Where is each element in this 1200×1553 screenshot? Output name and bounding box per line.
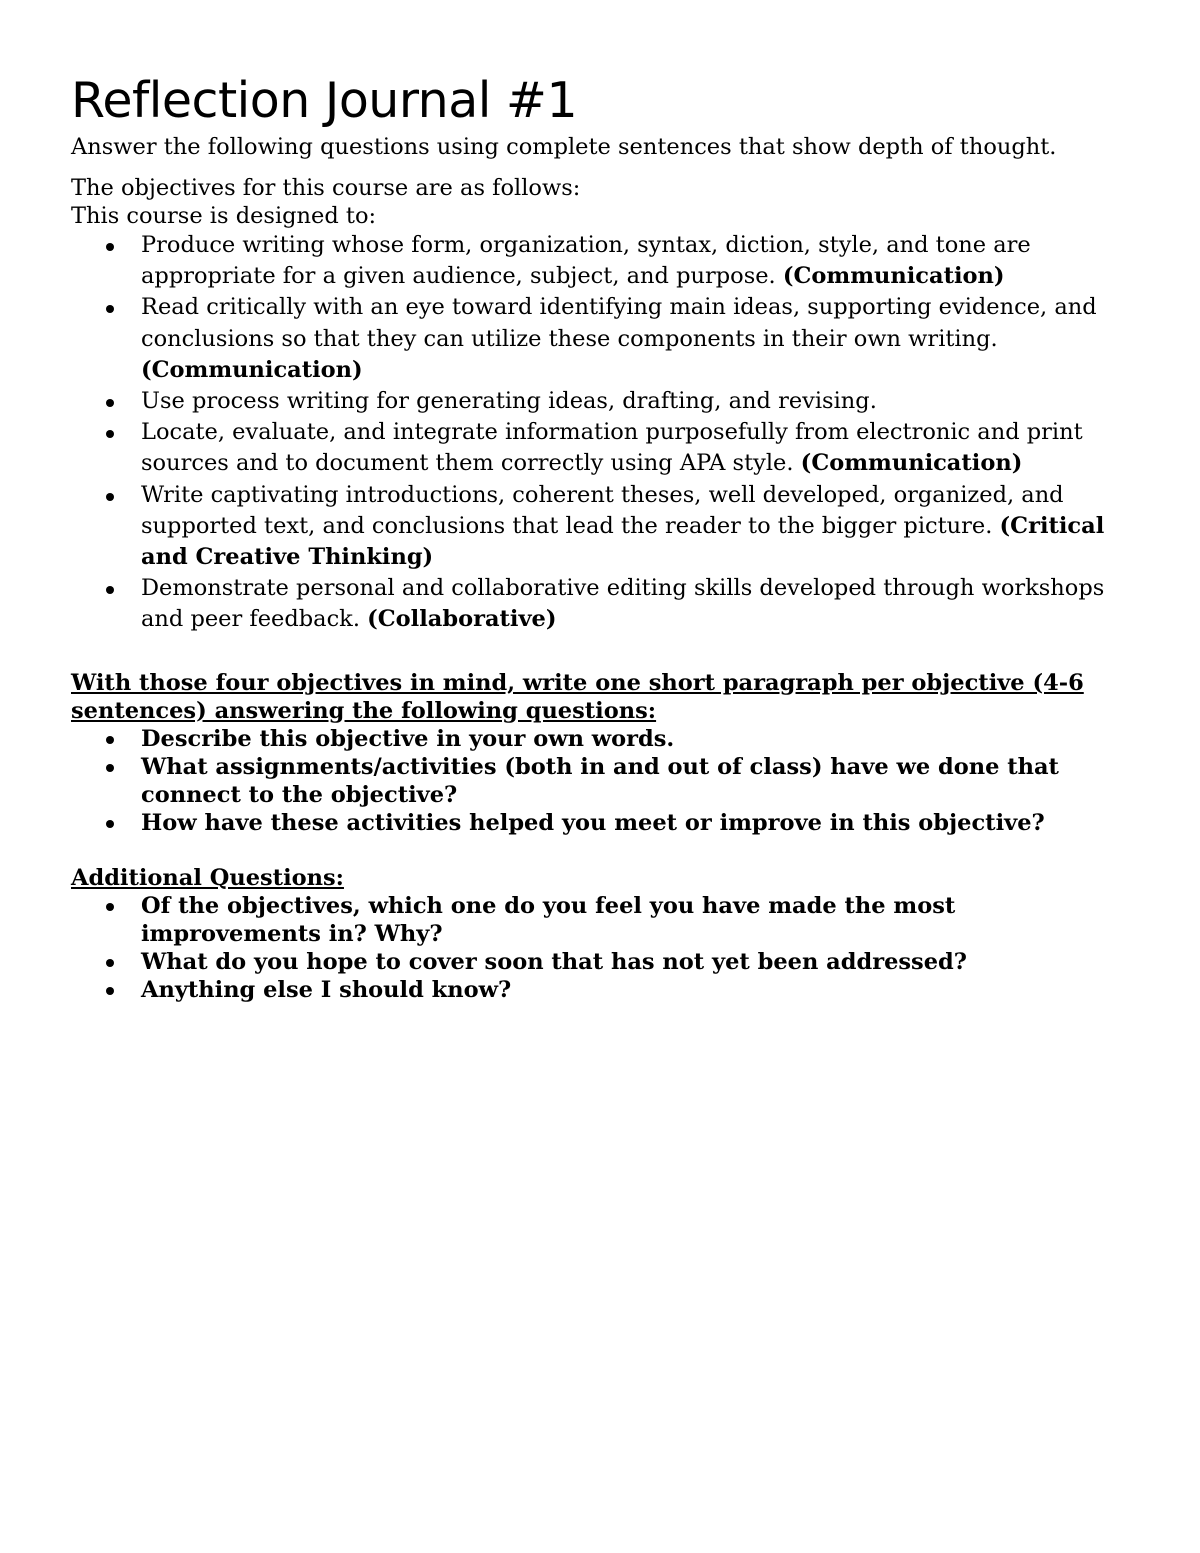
intro-line-1: The objectives for this course are as follows: xyxy=(71,175,581,201)
objective-text: Locate, evaluate, and integrate information purposefully from electronic and print sources and to document them correctly using APA style. xyxy=(141,419,1083,477)
bullet-icon xyxy=(106,305,114,313)
bullet-icon xyxy=(106,586,114,594)
objectives-list xyxy=(71,230,1141,636)
question-text: Of the objectives, which one do you feel you have made the most improvements in? Why? xyxy=(141,892,956,947)
objective-item xyxy=(71,573,1141,635)
question-item xyxy=(71,976,1141,1004)
question-item xyxy=(71,948,1141,976)
question-item xyxy=(71,809,1141,837)
objective-tag: (Communication) xyxy=(141,356,363,383)
objective-item xyxy=(71,292,1141,386)
additional-question-list xyxy=(71,892,1141,1004)
objective-item xyxy=(71,480,1141,574)
question-text: What assignments/activities (both in and out of class) have we done that connect to the objective? xyxy=(141,753,1059,808)
subtitle: Answer the following questions using complete sentences that show depth of thought. xyxy=(71,134,1057,160)
objective-tag: (Critical and Creative Thinking) xyxy=(141,512,1105,571)
objective-item xyxy=(71,417,1141,479)
instructions-heading: With those four objectives in mind, write one short paragraph per objective (4-6 sentences) answering the following questions: xyxy=(71,669,1084,724)
bullet-icon xyxy=(106,820,114,828)
objective-text: Demonstrate personal and collaborative editing skills developed through workshops and peer feedback. xyxy=(141,575,1105,633)
bullet-icon xyxy=(106,399,114,407)
bullet-icon xyxy=(106,243,114,251)
question-text: Describe this objective in your own words. xyxy=(141,725,675,752)
instructions-question-list xyxy=(71,725,1141,837)
additional-heading: Additional Questions: xyxy=(71,864,344,891)
intro-line-2: This course is designed to: xyxy=(71,203,377,229)
bullet-icon xyxy=(106,987,114,995)
additional-section xyxy=(71,864,1141,1004)
question-item xyxy=(71,892,1141,948)
objective-text: Produce writing whose form, organization, syntax, diction, style, and tone are appropriate for a given audience, subject, and purpose. xyxy=(141,232,1031,290)
bullet-icon xyxy=(106,764,114,772)
bullet-icon xyxy=(106,430,114,438)
question-item xyxy=(71,753,1141,809)
objective-tag: (Collaborative) xyxy=(367,606,557,633)
objective-text: Use process writing for generating ideas, drafting, and revising. xyxy=(141,388,877,415)
objective-item xyxy=(71,386,1141,417)
bullet-icon xyxy=(106,959,114,967)
objective-text: Write captivating introductions, coherent theses, well developed, organized, and supported text, and conclusions that lead the reader to the bigger picture. xyxy=(141,481,1064,539)
objective-item xyxy=(71,230,1141,292)
objective-tag: (Communication) xyxy=(800,450,1023,477)
question-item xyxy=(71,725,1141,753)
objective-tag: (Communication) xyxy=(782,263,1005,290)
instructions-section xyxy=(71,669,1141,837)
bullet-icon xyxy=(106,493,114,501)
bullet-icon xyxy=(106,736,114,744)
document-page xyxy=(71,70,1141,1004)
question-text: Anything else I should know? xyxy=(141,976,512,1003)
question-text: What do you hope to cover soon that has not yet been addressed? xyxy=(141,948,967,975)
page-title: Reflection Journal #1 xyxy=(71,72,578,129)
bullet-icon xyxy=(106,903,114,911)
question-text: How have these activities helped you meet or improve in this objective? xyxy=(141,809,1045,836)
objective-text: Read critically with an eye toward identifying main ideas, supporting evidence, and conclusions so that they can utilize these components in their own writing. xyxy=(141,294,1097,352)
